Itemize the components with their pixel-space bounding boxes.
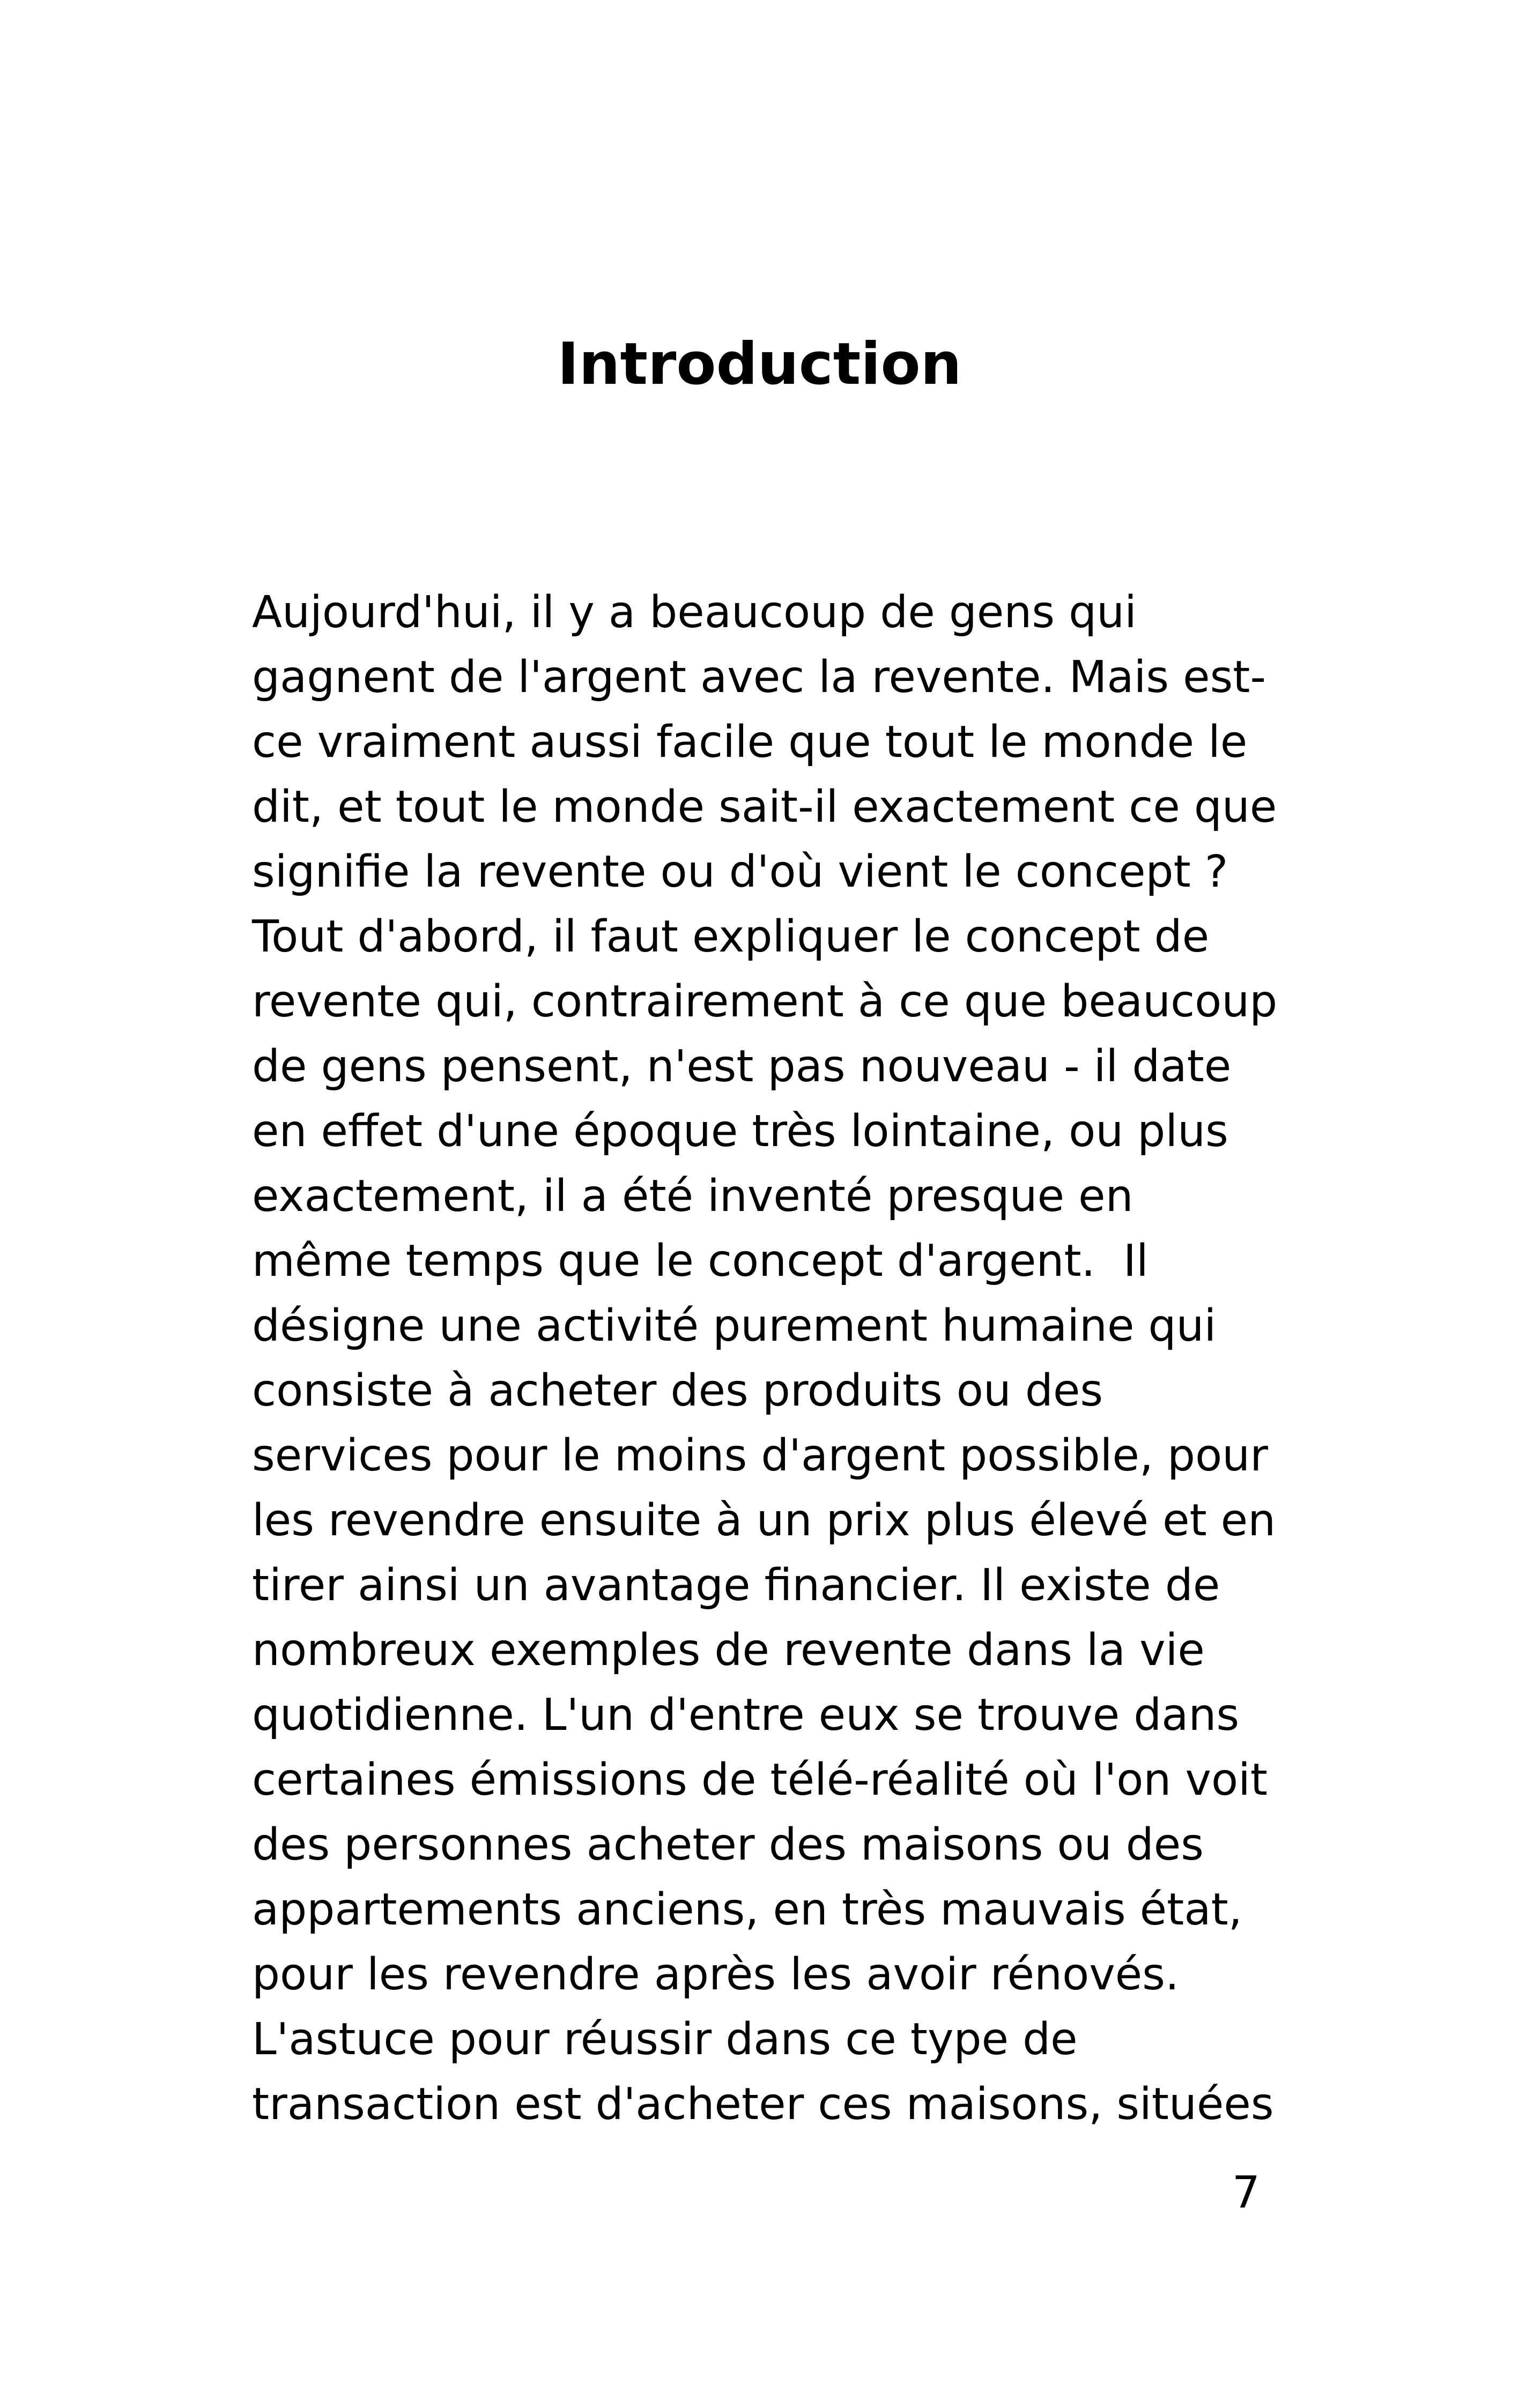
text-line: transaction est d'acheter ces maisons, situées xyxy=(252,2079,1274,2130)
text-line: pour les revendre après les avoir rénovés. xyxy=(252,1949,1180,2000)
text-line: revente qui, contrairement à ce que beaucoup xyxy=(252,976,1278,1027)
text-line: exactement, il a été inventé presque en xyxy=(252,1171,1133,1222)
text-line: appartements anciens, en très mauvais état, xyxy=(252,1884,1242,1935)
text-line: des personnes acheter des maisons ou des xyxy=(252,1819,1204,1870)
text-line: tirer ainsi un avantage financier. Il existe de xyxy=(252,1560,1220,1611)
text-line: désigne une activité purement humaine qui xyxy=(252,1300,1217,1351)
text-line: même temps que le concept d'argent. Il xyxy=(252,1236,1148,1287)
text-line: gagnent de l'argent avec la revente. Mais est- xyxy=(252,652,1266,703)
text-line: signifie la revente ou d'où vient le concept ? xyxy=(252,846,1228,897)
text-line: quotidienne. L'un d'entre eux se trouve dans xyxy=(252,1690,1240,1741)
text-line: L'astuce pour réussir dans ce type de xyxy=(252,2014,1078,2065)
text-line: de gens pensent, n'est pas nouveau - il date xyxy=(252,1041,1232,1092)
page-number: 7 xyxy=(1232,2167,1260,2218)
text-line: Tout d'abord, il faut expliquer le concept de xyxy=(252,911,1210,962)
text-line: en effet d'une époque très lointaine, ou plus xyxy=(252,1106,1228,1157)
text-line: services pour le moins d'argent possible, pour xyxy=(252,1430,1268,1481)
text-line: consiste à acheter des produits ou des xyxy=(252,1365,1103,1416)
text-line: certaines émissions de télé-réalité où l'on voit xyxy=(252,1755,1268,1805)
text-line: dit, et tout le monde sait-il exactement ce que xyxy=(252,782,1277,833)
chapter-title: Introduction xyxy=(557,331,962,398)
text-line: ce vraiment aussi facile que tout le monde le xyxy=(252,717,1248,768)
text-line: nombreux exemples de revente dans la vie xyxy=(252,1625,1205,1676)
text-line: les revendre ensuite à un prix plus élevé et en xyxy=(252,1495,1276,1546)
text-line: Aujourd'hui, il y a beaucoup de gens qui xyxy=(252,587,1137,638)
body-text xyxy=(252,580,1303,2137)
